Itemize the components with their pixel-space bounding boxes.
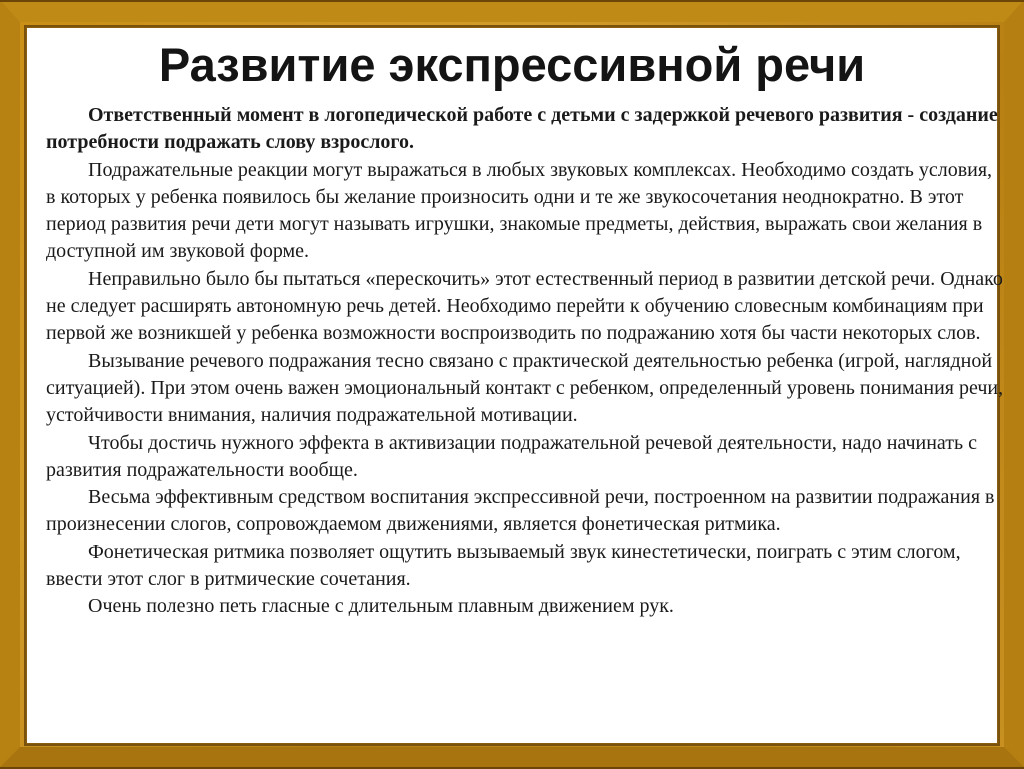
paragraph-speech-imitation: Вызывание речевого подражания тесно связано с практической деятельностью ребенка (игрой, наглядной ситуацией). При этом очень важен эмоциональный контакт с ребенком, определенный уровень понимания речи, устойчивости внимания, наличия подражательной мотивации. bbox=[46, 349, 1004, 427]
lead-paragraph: Ответственный момент в логопедической работе с детьми с задержкой речевого развития - создание потребности подражать слову взрослого. bbox=[46, 104, 998, 154]
paragraph-rhythmics-benefit: Фонетическая ритмика позволяет ощутить вызываемый звук кинестетически, поиграть с этим слогом, ввести этот слог в ритмические сочетания. bbox=[46, 540, 961, 591]
paragraph-autonomous-speech: Неправильно было бы пытаться «перескочить» этот естественный период в развитии детской речи. Однако не следует расширять автономную речь детей. Необходимо перейти к обучению словесным комбинациям при первой же возникшей у ребенка возможности воспроизводить по подражанию хотя бы части некоторых слов. bbox=[46, 267, 1003, 345]
paragraph-imitation-reactions: Подражательные реакции могут выражаться в любых звуковых комплексах. Необходимо создать условия, в которых у ребенка появилось бы желание произносить одни и те же звукосочетания неоднократно. В этот период развития речи дети могут называть игрушки, знакомые предметы, действия, выражать свои желания в доступной им звуковой форме. bbox=[46, 158, 993, 263]
slide-body bbox=[46, 102, 1006, 621]
slide-page bbox=[26, 27, 1004, 744]
paragraph-vowels: Очень полезно петь гласные с длительным плавным движением рук. bbox=[88, 595, 674, 618]
slide-title: Развитие экспрессивной речи bbox=[158, 38, 866, 91]
paragraph-activation: Чтобы достичь нужного эффекта в активизации подражательной речевой деятельности, надо начинать с развития подражательности вообще. bbox=[46, 431, 978, 481]
paragraph-phonetic-rhythmics: Весьма эффективным средством воспитания экспрессивной речи, построенном на развитии подражания в произнесении слогов, сопровождаемом движениями, является фонетическая ритмика. bbox=[46, 486, 995, 536]
